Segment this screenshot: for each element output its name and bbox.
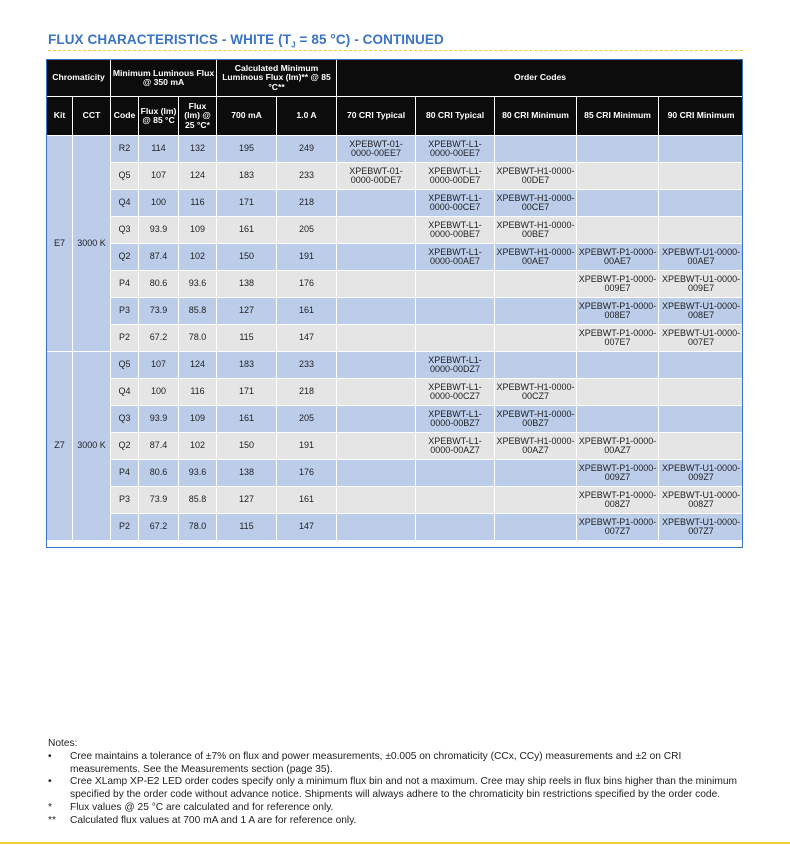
note-marker: *: [48, 801, 52, 813]
order-code-85cri-minimum: XPEBWT-P1-0000-009E7: [577, 271, 659, 298]
order-code-85cri-minimum: XPEBWT-P1-0000-007Z7: [577, 514, 659, 541]
order-code-80cri-minimum: XPEBWT-H1-0000-00AE7: [495, 244, 577, 271]
flux-85-cell: 100: [139, 190, 179, 217]
order-code-80cri-typical: [416, 514, 495, 541]
order-code-90cri-minimum: XPEBWT-U1-0000-007Z7: [659, 514, 744, 541]
flux-85-cell: 67.2: [139, 514, 179, 541]
flux-85-cell: 114: [139, 136, 179, 163]
order-code-80cri-typical: [416, 487, 495, 514]
order-code-85cri-minimum: [577, 163, 659, 190]
order-code-80cri-minimum: XPEBWT-H1-0000-00AZ7: [495, 433, 577, 460]
flux-85-cell: 107: [139, 352, 179, 379]
notes-heading: Notes:: [48, 738, 78, 749]
order-code-80cri-typical: XPEBWT-L1-0000-00AE7: [416, 244, 495, 271]
order-code-85cri-minimum: XPEBWT-P1-0000-00AE7: [577, 244, 659, 271]
flux-1a-cell: 147: [277, 514, 337, 541]
order-code-85cri-minimum: XPEBWT-P1-0000-00AZ7: [577, 433, 659, 460]
table-row: [47, 190, 744, 217]
order-code-80cri-typical: [416, 460, 495, 487]
col-header-kit: Kit: [47, 97, 73, 136]
order-code-80cri-minimum: [495, 487, 577, 514]
flux-1a-cell: 147: [277, 325, 337, 352]
flux-700ma-cell: 183: [217, 163, 277, 190]
table-row: [47, 433, 744, 460]
order-code-90cri-minimum: [659, 379, 744, 406]
col-header-70cri-typical: 70 CRI Typical: [337, 97, 416, 136]
code-cell: R2: [111, 136, 139, 163]
flux-700ma-cell: 115: [217, 325, 277, 352]
kit-cell: E7: [47, 136, 73, 352]
order-code-90cri-minimum: [659, 406, 744, 433]
order-code-90cri-minimum: [659, 433, 744, 460]
flux-1a-cell: 205: [277, 217, 337, 244]
code-cell: Q4: [111, 379, 139, 406]
code-cell: P4: [111, 271, 139, 298]
order-code-90cri-minimum: XPEBWT-U1-0000-007E7: [659, 325, 744, 352]
flux-700ma-cell: 171: [217, 190, 277, 217]
title-subscript: J: [291, 40, 296, 50]
code-cell: P3: [111, 298, 139, 325]
order-code-85cri-minimum: XPEBWT-P1-0000-007E7: [577, 325, 659, 352]
flux-85-cell: 93.9: [139, 217, 179, 244]
code-cell: Q2: [111, 244, 139, 271]
order-code-80cri-typical: XPEBWT-L1-0000-00BE7: [416, 217, 495, 244]
col-header-85cri-minimum: 85 CRI Minimum: [577, 97, 659, 136]
table-row: [47, 352, 744, 379]
order-code-80cri-typical: [416, 325, 495, 352]
order-code-80cri-minimum: [495, 460, 577, 487]
group-header-row: [47, 60, 744, 97]
col-header-1a: 1.0 A: [277, 97, 337, 136]
order-code-70cri-typical: [337, 460, 416, 487]
flux-1a-cell: 191: [277, 244, 337, 271]
order-code-80cri-minimum: XPEBWT-H1-0000-00CZ7: [495, 379, 577, 406]
order-code-80cri-typical: XPEBWT-L1-0000-00BZ7: [416, 406, 495, 433]
flux-700ma-cell: 115: [217, 514, 277, 541]
order-code-70cri-typical: [337, 352, 416, 379]
order-code-90cri-minimum: XPEBWT-U1-0000-008Z7: [659, 487, 744, 514]
order-code-80cri-minimum: XPEBWT-H1-0000-00BE7: [495, 217, 577, 244]
table-row: [47, 487, 744, 514]
order-code-90cri-minimum: [659, 136, 744, 163]
order-code-70cri-typical: [337, 406, 416, 433]
order-code-85cri-minimum: XPEBWT-P1-0000-008Z7: [577, 487, 659, 514]
flux-25-cell: 78.0: [179, 514, 217, 541]
flux-700ma-cell: 183: [217, 352, 277, 379]
flux-25-cell: 124: [179, 352, 217, 379]
title-suffix: = 85 °C) - CONTINUED: [295, 32, 444, 47]
code-cell: P3: [111, 487, 139, 514]
note-item: [48, 776, 748, 802]
flux-1a-cell: 161: [277, 298, 337, 325]
flux-85-cell: 67.2: [139, 325, 179, 352]
order-code-80cri-minimum: [495, 325, 577, 352]
order-code-90cri-minimum: [659, 217, 744, 244]
flux-25-cell: 102: [179, 433, 217, 460]
order-code-80cri-minimum: [495, 514, 577, 541]
notes-section: [48, 738, 748, 827]
order-code-90cri-minimum: [659, 352, 744, 379]
flux-85-cell: 80.6: [139, 460, 179, 487]
order-code-85cri-minimum: [577, 190, 659, 217]
flux-25-cell: 124: [179, 163, 217, 190]
table-row: [47, 271, 744, 298]
flux-25-cell: 109: [179, 406, 217, 433]
order-code-85cri-minimum: [577, 217, 659, 244]
col-header-80cri-minimum: 80 CRI Minimum: [495, 97, 577, 136]
order-code-80cri-typical: XPEBWT-L1-0000-00AZ7: [416, 433, 495, 460]
flux-85-cell: 107: [139, 163, 179, 190]
flux-1a-cell: 191: [277, 433, 337, 460]
group-header-order-codes: Order Codes: [337, 60, 744, 97]
flux-1a-cell: 233: [277, 352, 337, 379]
flux-85-cell: 87.4: [139, 244, 179, 271]
flux-25-cell: 102: [179, 244, 217, 271]
order-code-70cri-typical: [337, 217, 416, 244]
code-cell: P2: [111, 325, 139, 352]
order-code-85cri-minimum: [577, 352, 659, 379]
order-code-90cri-minimum: [659, 190, 744, 217]
note-text: Cree maintains a tolerance of ±7% on flux and power measurements, ±0.005 on chromaticity (CCx, CCy) measurements and ±2 on CRI measurements. See the Measurements section (page 35).: [70, 750, 682, 775]
code-cell: Q5: [111, 163, 139, 190]
note-item: [48, 802, 748, 815]
col-header-code: Code: [111, 97, 139, 136]
flux-25-cell: 93.6: [179, 460, 217, 487]
flux-85-cell: 80.6: [139, 271, 179, 298]
order-code-90cri-minimum: XPEBWT-U1-0000-009E7: [659, 271, 744, 298]
flux-700ma-cell: 138: [217, 271, 277, 298]
flux-85-cell: 93.9: [139, 406, 179, 433]
flux-table: [46, 59, 744, 541]
order-code-85cri-minimum: XPEBWT-P1-0000-008E7: [577, 298, 659, 325]
flux-1a-cell: 176: [277, 460, 337, 487]
code-cell: Q5: [111, 352, 139, 379]
flux-700ma-cell: 171: [217, 379, 277, 406]
flux-25-cell: 132: [179, 136, 217, 163]
flux-85-cell: 87.4: [139, 433, 179, 460]
table-row: [47, 406, 744, 433]
order-code-70cri-typical: [337, 487, 416, 514]
table-row: [47, 514, 744, 541]
group-header-chromaticity: Chromaticity: [47, 60, 111, 97]
order-code-85cri-minimum: [577, 379, 659, 406]
flux-25-cell: 116: [179, 190, 217, 217]
note-marker: **: [48, 814, 56, 826]
order-code-80cri-typical: XPEBWT-L1-0000-00CE7: [416, 190, 495, 217]
table-row: [47, 298, 744, 325]
group-header-min-flux: Minimum Luminous Flux @ 350 mA: [111, 60, 217, 97]
code-cell: Q4: [111, 190, 139, 217]
table-row: [47, 217, 744, 244]
order-code-80cri-minimum: XPEBWT-H1-0000-00CE7: [495, 190, 577, 217]
flux-1a-cell: 233: [277, 163, 337, 190]
flux-25-cell: 109: [179, 217, 217, 244]
order-code-70cri-typical: [337, 271, 416, 298]
order-code-70cri-typical: XPEBWT-01-0000-00EE7: [337, 136, 416, 163]
order-code-80cri-typical: XPEBWT-L1-0000-00DE7: [416, 163, 495, 190]
order-code-80cri-minimum: XPEBWT-H1-0000-00DE7: [495, 163, 577, 190]
flux-25-cell: 116: [179, 379, 217, 406]
col-header-700ma: 700 mA: [217, 97, 277, 136]
note-item: [48, 751, 748, 777]
order-code-70cri-typical: [337, 433, 416, 460]
order-code-80cri-typical: XPEBWT-L1-0000-00EE7: [416, 136, 495, 163]
code-cell: P4: [111, 460, 139, 487]
col-header-90cri-minimum: 90 CRI Minimum: [659, 97, 744, 136]
order-code-70cri-typical: [337, 514, 416, 541]
flux-25-cell: 85.8: [179, 487, 217, 514]
flux-700ma-cell: 138: [217, 460, 277, 487]
order-code-80cri-minimum: [495, 136, 577, 163]
title-divider: [48, 50, 743, 51]
group-header-calc-flux: Calculated Minimum Luminous Flux (lm)** @ 85 °C**: [217, 60, 337, 97]
order-code-80cri-typical: [416, 271, 495, 298]
order-code-90cri-minimum: XPEBWT-U1-0000-00AE7: [659, 244, 744, 271]
table-row: [47, 325, 744, 352]
order-code-80cri-minimum: [495, 298, 577, 325]
title-prefix: FLUX CHARACTERISTICS - WHITE (T: [48, 32, 292, 47]
order-code-80cri-minimum: XPEBWT-H1-0000-00BZ7: [495, 406, 577, 433]
table-row: [47, 244, 744, 271]
order-code-70cri-typical: XPEBWT-01-0000-00DE7: [337, 163, 416, 190]
flux-700ma-cell: 150: [217, 433, 277, 460]
code-cell: Q3: [111, 217, 139, 244]
order-code-70cri-typical: [337, 379, 416, 406]
col-header-flux-25: Flux (lm) @ 25 °C*: [179, 97, 217, 136]
order-code-80cri-typical: [416, 298, 495, 325]
col-header-cct: CCT: [73, 97, 111, 136]
page-title: [48, 32, 444, 50]
order-code-80cri-minimum: [495, 271, 577, 298]
order-code-80cri-minimum: [495, 352, 577, 379]
footer-divider: [0, 842, 790, 844]
flux-1a-cell: 218: [277, 190, 337, 217]
flux-85-cell: 73.9: [139, 298, 179, 325]
order-code-90cri-minimum: XPEBWT-U1-0000-009Z7: [659, 460, 744, 487]
order-code-70cri-typical: [337, 298, 416, 325]
order-code-70cri-typical: [337, 190, 416, 217]
note-text: Cree XLamp XP-E2 LED order codes specify only a minimum flux bin and not a maximum. Cree may ship reels in flux bins higher than the minimum specified by the order code without advance notice. Shipments will always adhere to the chromaticity bin restrictions specified by the order code.: [70, 776, 738, 800]
note-marker: •: [48, 776, 52, 788]
order-code-90cri-minimum: XPEBWT-U1-0000-008E7: [659, 298, 744, 325]
flux-700ma-cell: 161: [217, 217, 277, 244]
cct-cell: 3000 K: [73, 136, 111, 352]
table-row: [47, 163, 744, 190]
flux-1a-cell: 176: [277, 271, 337, 298]
flux-700ma-cell: 127: [217, 487, 277, 514]
flux-85-cell: 100: [139, 379, 179, 406]
col-header-80cri-typical: 80 CRI Typical: [416, 97, 495, 136]
flux-700ma-cell: 150: [217, 244, 277, 271]
flux-1a-cell: 205: [277, 406, 337, 433]
table-row: [47, 460, 744, 487]
code-cell: Q3: [111, 406, 139, 433]
flux-25-cell: 85.8: [179, 298, 217, 325]
cct-cell: 3000 K: [73, 352, 111, 541]
order-code-70cri-typical: [337, 325, 416, 352]
flux-700ma-cell: 161: [217, 406, 277, 433]
flux-1a-cell: 218: [277, 379, 337, 406]
note-marker: •: [48, 750, 52, 762]
order-code-80cri-typical: XPEBWT-L1-0000-00DZ7: [416, 352, 495, 379]
table-row: [47, 379, 744, 406]
flux-700ma-cell: 195: [217, 136, 277, 163]
order-code-90cri-minimum: [659, 163, 744, 190]
kit-cell: Z7: [47, 352, 73, 541]
table-row: [47, 136, 744, 163]
note-text: Flux values @ 25 °C are calculated and for reference only.: [70, 801, 334, 813]
note-text: Calculated flux values at 700 mA and 1 A are for reference only.: [70, 814, 357, 826]
order-code-85cri-minimum: [577, 406, 659, 433]
note-item: [48, 815, 748, 828]
col-header-flux-85: Flux (lm) @ 85 °C: [139, 97, 179, 136]
code-cell: P2: [111, 514, 139, 541]
flux-25-cell: 78.0: [179, 325, 217, 352]
flux-1a-cell: 249: [277, 136, 337, 163]
sub-header-row: [47, 97, 744, 136]
order-code-85cri-minimum: [577, 136, 659, 163]
code-cell: Q2: [111, 433, 139, 460]
flux-25-cell: 93.6: [179, 271, 217, 298]
order-code-70cri-typical: [337, 244, 416, 271]
flux-85-cell: 73.9: [139, 487, 179, 514]
flux-700ma-cell: 127: [217, 298, 277, 325]
order-code-80cri-typical: XPEBWT-L1-0000-00CZ7: [416, 379, 495, 406]
order-code-85cri-minimum: XPEBWT-P1-0000-009Z7: [577, 460, 659, 487]
flux-1a-cell: 161: [277, 487, 337, 514]
